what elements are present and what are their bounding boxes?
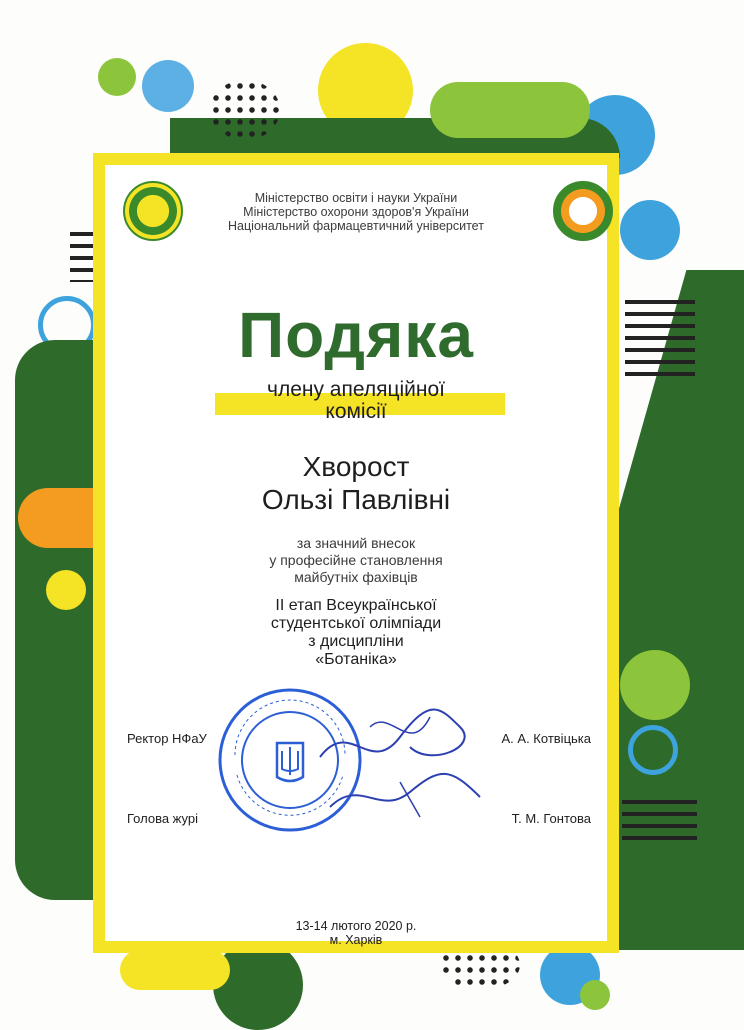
reason-line3: майбутніх фахівців [294,569,418,585]
recipient-role-line1: члену апеляційної [267,378,445,401]
university-line: Національний фармацевтичний університет [228,219,484,233]
issue-date: 13-14 лютого 2020 р. [295,919,417,933]
award-reason [105,535,607,586]
decor-teal-ring-right [628,725,678,775]
decor-stripes-right-low [622,800,697,840]
ministry-education-line: Міністерство освіти і науки України [254,191,458,205]
certificate-title: Подяка [238,299,474,371]
decor-green-circle-bottom-right [580,980,610,1010]
certificate-frame [93,153,619,953]
event-line2: студентської олімпіади [270,615,442,632]
rector-title: Ректор НФаУ [127,731,207,746]
decor-dot-cluster-top [210,80,280,140]
event-line1: ІІ етап Всеукраїнської [275,597,437,614]
recipient-surname: Хворост [302,451,410,482]
reason-line2: у професійне становлення [269,552,443,568]
recipient-role-line2: комісії [325,400,387,423]
jury-chair-name: Т. М. Гонтова [511,811,591,826]
rector-name: А. А. Котвіцька [501,731,591,746]
decor-green-band-left [15,340,95,900]
issue-city: м. Харків [329,933,383,947]
ministry-health-line: Міністерство охорони здоров'я України [243,205,469,219]
event-description [105,597,607,669]
decor-blue-circle-top [142,60,194,112]
decor-yellow-pill-bottom [120,950,230,990]
recipient-name [105,450,607,516]
event-line3: з дисципліни [308,633,404,650]
jury-chair-title: Голова журі [127,811,198,826]
reason-line1: за значний внесок [296,535,416,551]
decor-stripes-right [625,300,695,380]
event-line4: «Ботаніка» [315,651,397,668]
decor-light-green-pill-top [430,82,590,138]
decor-green-circle-right-low [620,650,690,720]
decor-yellow-circle-left [46,570,86,610]
decor-blue-circle-right-mid [620,200,680,260]
recipient-given-names: Ользі Павлівні [261,484,451,515]
issue-date-place [105,919,607,947]
recipient-role [105,379,607,423]
decor-green-circle-top [98,58,136,96]
decor-green-circle-bottom [213,940,303,1030]
organization-header [105,191,607,233]
handwritten-signatures [310,697,490,827]
